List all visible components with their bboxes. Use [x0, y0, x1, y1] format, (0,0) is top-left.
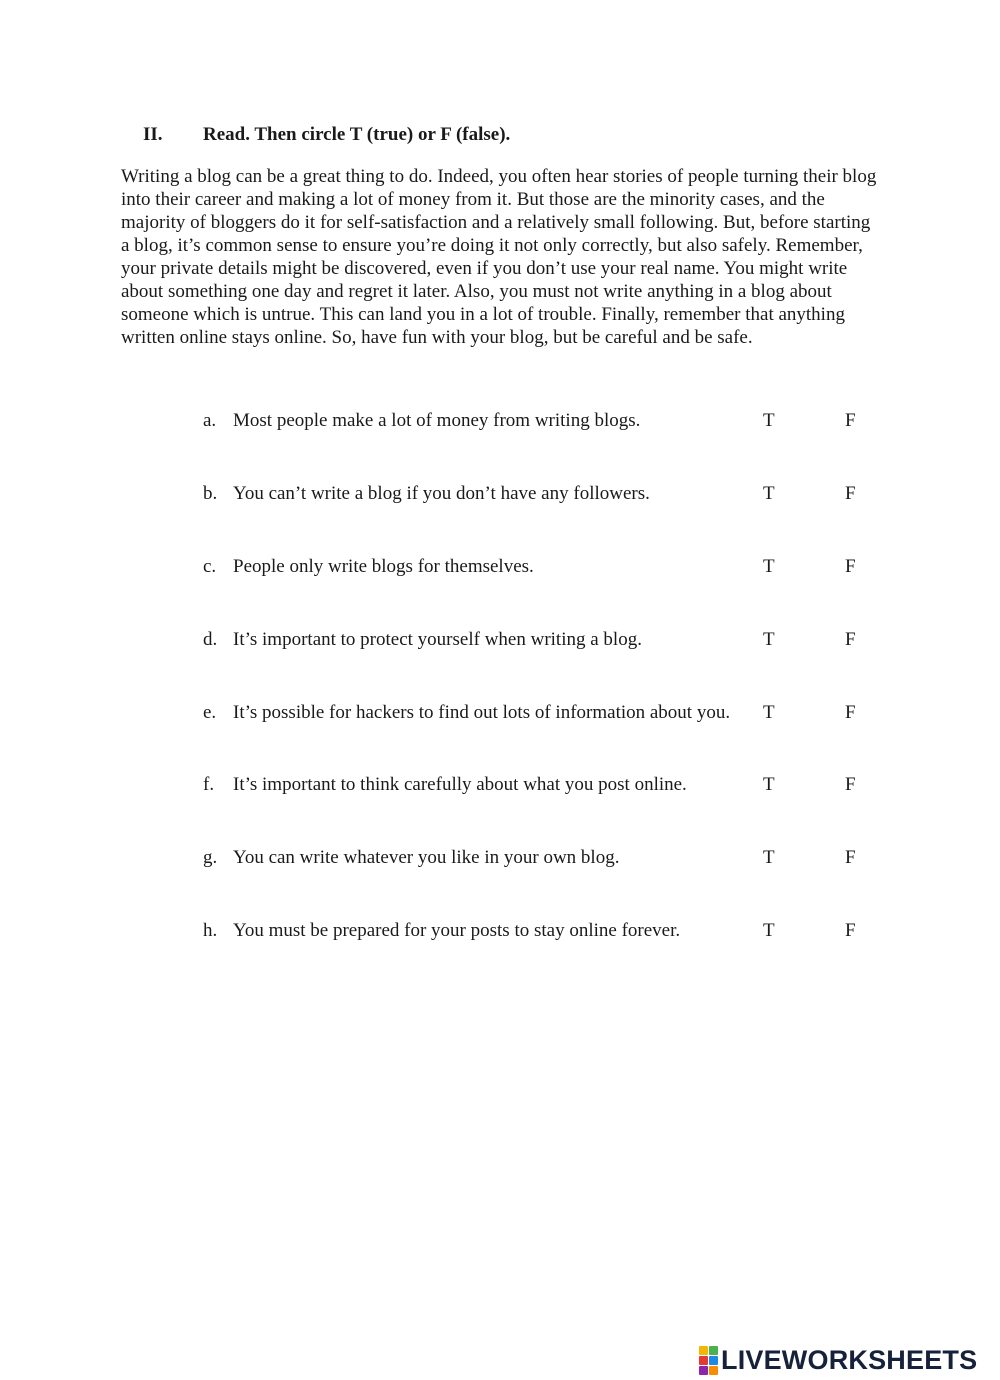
- false-option[interactable]: F: [845, 920, 856, 941]
- true-option[interactable]: T: [763, 483, 775, 504]
- question-text: It’s possible for hackers to find out lots of information about you.: [233, 702, 731, 723]
- question-letter: d.: [203, 629, 218, 650]
- logo-square: [709, 1356, 718, 1365]
- false-option[interactable]: F: [845, 702, 856, 723]
- question-row: [203, 920, 873, 946]
- question-letter: b.: [203, 483, 218, 504]
- question-text: It’s important to think carefully about what you post online.: [233, 774, 687, 795]
- logo-square: [699, 1346, 708, 1355]
- question-letter: e.: [203, 702, 217, 723]
- true-option[interactable]: T: [763, 410, 775, 431]
- question-text: You can’t write a blog if you don’t have any followers.: [233, 483, 650, 504]
- false-option[interactable]: F: [845, 483, 856, 504]
- true-option[interactable]: T: [763, 702, 775, 723]
- logo-square: [699, 1366, 708, 1375]
- false-option[interactable]: F: [845, 410, 856, 431]
- question-text: You must be prepared for your posts to stay online forever.: [233, 920, 681, 941]
- section-number: II.: [143, 124, 163, 145]
- logo-square: [709, 1346, 718, 1355]
- brand-name: LIVEWORKSHEETS: [721, 1344, 978, 1375]
- question-row: [203, 556, 873, 582]
- logo-square: [709, 1366, 718, 1375]
- false-option[interactable]: F: [845, 556, 856, 577]
- question-letter: c.: [203, 556, 217, 577]
- section-instruction: Read. Then circle T (true) or F (false).: [203, 124, 511, 145]
- true-option[interactable]: T: [763, 556, 775, 577]
- question-text: Most people make a lot of money from writing blogs.: [233, 410, 641, 431]
- question-text: It’s important to protect yourself when writing a blog.: [233, 629, 642, 650]
- true-option[interactable]: T: [763, 774, 775, 795]
- liveworksheets-logo-icon: [699, 1346, 718, 1375]
- liveworksheets-brand: [699, 1342, 977, 1378]
- reading-passage: Writing a blog can be a great thing to do. Indeed, you often hear stories of people turning their blog into their career and making a lot of money from it. But those are the minority cases, and the majority of bloggers do it for self-satisfaction and a relatively small following. But, before starting a blog, it’s common sense to ensure you’re doing it not only correctly, but also safely. Remember, your private details might be discovered, even if you don’t use your real name. You might write about something one day and regret it later. Also, you must not write anything in a blog about someone which is untrue. This can land you in a lot of trouble. Finally, remember that anything written online stays online. So, have fun with your blog, but be careful and be safe.: [121, 166, 877, 348]
- question-letter: a.: [203, 410, 217, 431]
- question-text: People only write blogs for themselves.: [233, 556, 534, 577]
- question-letter: h.: [203, 920, 218, 941]
- false-option[interactable]: F: [845, 629, 856, 650]
- true-option[interactable]: T: [763, 847, 775, 868]
- question-row: [203, 410, 873, 436]
- true-option[interactable]: T: [763, 920, 775, 941]
- false-option[interactable]: F: [845, 774, 856, 795]
- question-row: [203, 629, 873, 655]
- question-row: [203, 774, 873, 800]
- question-letter: g.: [203, 847, 218, 868]
- logo-square: [699, 1356, 708, 1365]
- question-text: You can write whatever you like in your own blog.: [233, 847, 620, 868]
- section-heading: [143, 124, 510, 146]
- question-letter: f.: [203, 774, 215, 795]
- true-option[interactable]: T: [763, 629, 775, 650]
- false-option[interactable]: F: [845, 847, 856, 868]
- question-row: [203, 702, 873, 728]
- question-row: [203, 483, 873, 509]
- question-row: [203, 847, 873, 873]
